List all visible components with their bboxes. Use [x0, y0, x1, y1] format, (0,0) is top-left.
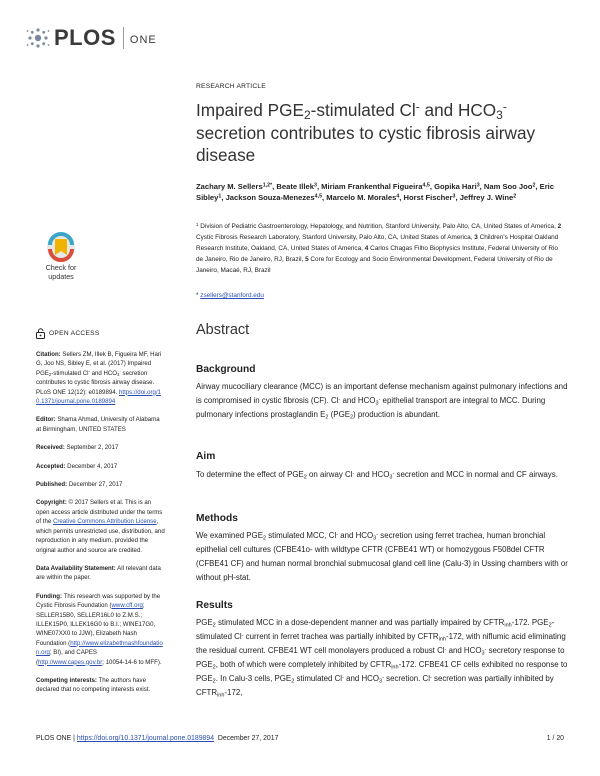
article-title [196, 99, 556, 167]
author-affiliation-marker: 4,5 [314, 193, 323, 200]
data-availability-label: Data Availability Statement: [36, 564, 116, 572]
published-label: Published: [36, 481, 68, 489]
cff-link[interactable]: www.cff.org [111, 602, 143, 610]
abstract-heading: Abstract [196, 322, 250, 338]
affiliation-3: Children's Hospital Oakland Research Institute, Oakland, CA, United States of America, [196, 233, 559, 252]
citation-text: Sellers ZM, Illek B, Figueira MF, Hari G, Joo NS, Sibley E, et al. (2017) Impaired PGE [36, 351, 162, 377]
author-name: Jackson Souza-Menezes [225, 193, 315, 203]
citation-sup-2: - [119, 368, 121, 374]
author-name: Nam Soo Joo [483, 182, 533, 191]
footer-citation [36, 735, 278, 742]
affil-num-5: 5 [305, 255, 309, 263]
affil-num-1: 1 [196, 221, 199, 227]
background-text: Airway mucociliary clearance (MCC) is an important defense mechanism against pulmonary infections and is compromised in cystic fibrosis (CF). Cl- and $HCO_3^-$ epithelial transport are integral to MCC. During pulmonary infections prostaglandin $E_2$ $(PGE_2)$ production is abundant. [196, 382, 568, 421]
received [36, 443, 166, 452]
editor-text: Shama Ahmad, University of Alabama at Birmingham, UNITED STATES [36, 416, 160, 433]
data-availability [36, 564, 166, 583]
title-sub: 2 [303, 108, 311, 122]
published [36, 480, 166, 489]
author-name: Eric Sibley [196, 182, 554, 203]
email-marker: * [196, 292, 199, 299]
page-number: 1 / 20 [546, 735, 564, 742]
title-sup-2: - [502, 99, 507, 114]
funding-label: Funding: [36, 592, 63, 600]
logo-divider [123, 27, 124, 49]
article-metadata [36, 350, 166, 704]
badge-line-2: updates [48, 271, 74, 281]
author-affiliation-marker: 4,5 [422, 182, 430, 189]
citation [36, 350, 166, 406]
author-list: Zachary M. Sellers$^{1,2*}$, Beate Illek$^3$, Miriam Frankenthal Figueira$^{4,5}$, Gopika Hari$^3$, Nam Soo Joo$^2$, Eric Sibley$^1$, Jackson Souza-Menezes$^{4,5}$, Marcelo M. Morales$^4$, Horst Fischer$^3$, Jeffrey J. Wine$^2$ [196, 182, 554, 203]
results-heading: Results [196, 600, 233, 611]
competing-interests-text: The authors have declared that no competing interests exist. [36, 676, 151, 694]
open-access-label [36, 328, 100, 339]
funding [36, 592, 166, 667]
methods-text: We examined $PGE_2$ stimulated MCC, Cl- and $HCO_3^-$ secretion using ferret trachea, human bronchial epithelial cell cultures (CFBE41o- with wildtype CFTR (CFBE41 WT) or homozygous F508del CFTR (CFBE41 CF) and human normal bronchial submucosal gland cell line (Calu-3) in Ussing chambers with or without pH-stat. [196, 531, 568, 582]
badge-line-1: Check for [45, 263, 77, 272]
citation-sub-2: 3 [117, 371, 120, 377]
check-for-updates-badge[interactable] [36, 232, 86, 288]
footer-date: December 27, 2017 [217, 735, 279, 742]
author-name: Beate Illek [276, 182, 314, 191]
citation-text-2: -stimulated Cl [51, 369, 89, 377]
author-affiliation-marker: 4 [396, 193, 400, 200]
editor-label: Editor: [36, 416, 56, 424]
title-part-1: Impaired PGE [196, 100, 304, 120]
methods-heading: Methods [196, 513, 238, 524]
accepted-date: December 4, 2017 [67, 462, 118, 470]
author-name: Jeffrey J. Wine [459, 193, 514, 203]
results-text: $PGE_2$ stimulated MCC in a dose-dependent manner and was partially impaired by $CFTR_{inh}-172$. $PGE_2$-stimulated Cl- current in ferret trachea was partially inhibited by $CFTR_{inh}-172$, with niflumic acid eliminating the residual current. CFBE41 WT cell monolayers produced a robust Cl- and $HCO_3^-$ secretory response to $PGE_2$, both of which were completely inhibited by $CFTR_{inh}-172$. CFBE41 CF cells exhibited no response to $PGE_2$. In Calu-3 cells, $PGE_2$ stimulated Cl- and $HCO_3^-$ secretion. Cl- secretion was partially inhibited by $CFTR_{inh}-172$, [196, 618, 568, 699]
crossmark-icon [36, 232, 86, 262]
author-affiliation-marker: 2 [513, 193, 517, 200]
title-sub-2: 3 [496, 108, 503, 122]
editor [36, 415, 166, 434]
background-heading: Background [196, 364, 256, 375]
author-affiliation-marker: 3 [313, 182, 317, 189]
copyright [36, 498, 166, 554]
title-sup: - [415, 99, 420, 114]
email-link[interactable]: zsellers@stanford.edu [200, 292, 264, 299]
title-part-2: -stimulated Cl [310, 100, 416, 120]
author-name: Zachary M. Sellers [196, 182, 263, 191]
affil-num-4: 4 [364, 244, 369, 252]
affil-num-3: 3 [474, 233, 478, 241]
affiliation-1: Division of Pediatric Gastroenterology, Hepatology, and Nutrition, Stanford University, Palo Alto, CA, United States of America, [200, 223, 556, 230]
copyright-text: © 2017 Sellers et al. This is an open access article distributed under the terms of the [36, 499, 163, 526]
author-affiliation-marker: 1,2* [262, 182, 273, 189]
author-name: Horst Fischer [403, 193, 453, 203]
aim-text: To determine the effect of $PGE_2$ on airway Cl- and $HCO_3^-$ secretion and MCC in normal and CF airways. [196, 470, 558, 481]
license-link[interactable]: Creative Commons Attribution License [52, 518, 157, 526]
journal-name: ONE [129, 33, 157, 46]
affil-num-2: 2 [557, 223, 562, 230]
copyright-label: Copyright: [36, 499, 67, 507]
footer-doi-link[interactable]: https://doi.org/10.1371/journal.pone.0189894 [76, 735, 215, 742]
plos-one-logo [26, 25, 157, 51]
funding-text-3: ; BI), and CAPES ( [36, 649, 97, 666]
citation-text-3: and HCO [89, 369, 118, 377]
copyright-text-2: , which permits unrestricted use, distribution, and reproduction in any medium, provided the original author and source are credited. [36, 518, 165, 554]
title-part-4: secretion contributes to cystic fibrosis airway disease [196, 122, 536, 165]
author-name: Marcelo M. Morales [326, 193, 397, 203]
funding-text: This research was supported by the Cystic Fibrosis Foundation ( [36, 592, 161, 610]
citation-label: Citation: [36, 351, 61, 358]
affiliations [196, 222, 566, 277]
nash-foundation-link[interactable]: http://www.elizabethnashfoundation.org [36, 639, 163, 657]
affiliation-2: Cystic Fibrosis Research Laboratory, Stanford University, Palo Alto, CA, United States of America, [196, 233, 473, 241]
badge-text [36, 264, 86, 281]
corresponding-email [196, 292, 568, 299]
footer-separator: | [73, 735, 75, 742]
author-name: Miriam Frankenthal Figueira [321, 182, 423, 191]
article-type: RESEARCH ARTICLE [196, 83, 266, 90]
author-affiliation-marker: 3 [452, 193, 456, 200]
data-availability-text: All relevant data are within the paper. [36, 564, 161, 582]
aim-heading: Aim [196, 451, 216, 462]
accepted [36, 462, 166, 471]
author-name: Gopika Hari [434, 182, 477, 191]
citation-text-4: secretion contributes to cystic fibrosis airway disease. PLoS ONE 12(12): e0189894. [36, 369, 155, 396]
published-date: December 27, 2017 [68, 481, 123, 489]
plos-brand: PLOS [54, 25, 116, 50]
citation-doi-link[interactable]: https://doi.org/10.1371/journal.pone.0189894 [36, 388, 162, 406]
author-affiliation-marker: 1 [218, 193, 222, 200]
citation-sup: - [88, 368, 90, 374]
funding-text-2: ; SELLER15B0, SELLER16L0 to Z.M.S.; ILLEK15P0, ILLEK16G0 to B.I.; WINE17G0, WINE07XX0 to JJW), Elizabeth Nash Foundation ( [36, 602, 156, 647]
funding-text-4: ; 10054-14-6 to MFF). [102, 658, 162, 666]
capes-link[interactable]: http://www.capes.gov.br [38, 658, 103, 666]
affiliation-4: Carlos Chagas Filho Biophysics Institute, Federal University of Rio de Janeiro, Rio de Janeiro, RJ, Brazil, [196, 244, 558, 263]
author-affiliation-marker: 2 [532, 182, 536, 189]
received-label: Received: [36, 444, 65, 452]
plos-dots-icon [26, 27, 50, 49]
title-part-3: and HCO [419, 100, 497, 120]
accepted-label: Accepted: [36, 462, 66, 470]
citation-sub: 2 [48, 371, 52, 377]
open-access-text: OPEN ACCESS [49, 330, 100, 337]
author-affiliation-marker: 3 [476, 182, 480, 189]
open-lock-icon [36, 328, 45, 339]
footer-journal: PLOS ONE [36, 735, 72, 742]
competing-interests [36, 676, 166, 695]
received-date: September 2, 2017 [66, 444, 119, 452]
competing-interests-label: Competing interests: [36, 676, 97, 684]
affiliation-5: Core for Ecology and Socio Environmental Development, Federal University of Rio de Janeiro, Macaé, RJ, Brazil [196, 255, 553, 274]
